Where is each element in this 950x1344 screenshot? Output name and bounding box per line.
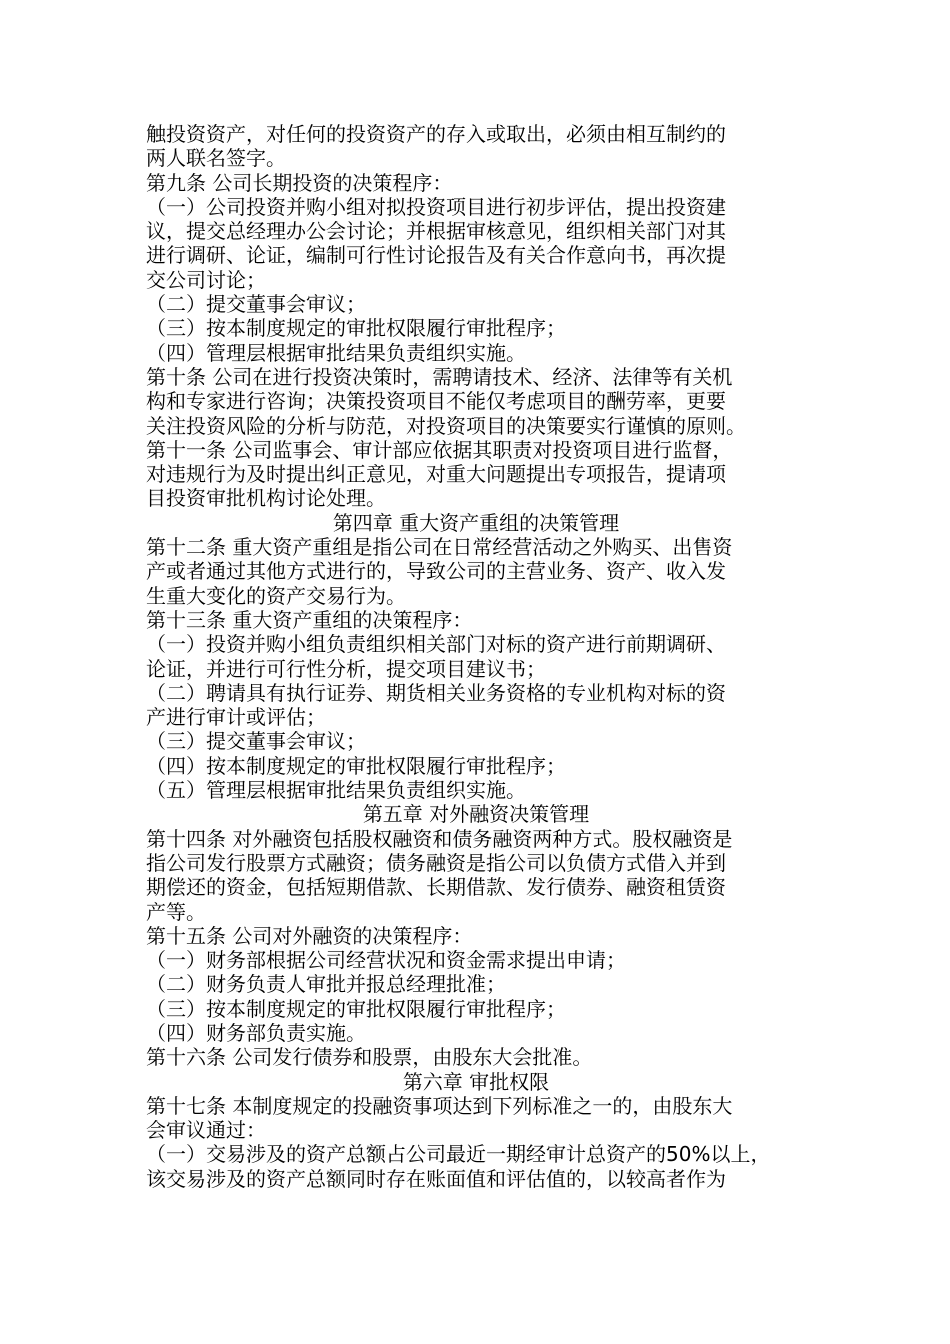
body-line: 产进行审计或评估； — [146, 705, 326, 730]
body-line: 产等。 — [146, 899, 206, 924]
body-line: （一）财务部根据公司经营状况和资金需求提出申请； — [146, 948, 626, 973]
article-17-line: 第十七条 本制度规定的投融资事项达到下列标准之一的，由股东大 — [146, 1093, 733, 1118]
body-line: 期偿还的资金，包括短期借款、长期借款、发行债券、融资租赁资 — [146, 875, 726, 900]
article-12-line: 第十二条 重大资产重组是指公司在日常经营活动之外购买、出售资 — [146, 535, 733, 560]
body-line: （一）公司投资并购小组对拟投资项目进行初步评估，提出投资建 — [146, 194, 726, 219]
body-line: 触投资资产，对任何的投资资产的存入或取出，必须由相互制约的 — [146, 122, 726, 146]
chapter-5-heading: 第五章 对外融资决策管理 — [362, 802, 590, 827]
body-line: 该交易涉及的资产总额同时存在账面值和评估值的，以较高者作为 — [146, 1166, 726, 1191]
body-line: （二）提交董事会审议； — [146, 292, 366, 317]
body-line: （三）按本制度规定的审批权限履行审批程序； — [146, 316, 566, 341]
article-13-line: 第十三条 重大资产重组的决策程序： — [146, 607, 473, 632]
body-line: 议，提交总经理办公会讨论；并根据审核意见，组织相关部门对其 — [146, 219, 726, 244]
body-line: （四）财务部负责实施。 — [146, 1020, 366, 1045]
chapter-4-heading: 第四章 重大资产重组的决策管理 — [332, 510, 620, 535]
body-line: 生重大变化的资产交易行为。 — [146, 583, 406, 608]
article-10-line: 第十条 公司在进行投资决策时，需聘请技术、经济、法律等有关机 — [146, 364, 733, 389]
body-line: 对违规行为及时提出纠正意见，对重大问题提出专项报告，提请项 — [146, 462, 726, 487]
body-line: （二）聘请具有执行证券、期货相关业务资格的专业机构对标的资 — [146, 680, 726, 705]
article-16-line: 第十六条 公司发行债券和股票，由股东大会批准。 — [146, 1045, 593, 1070]
body-line: 指公司发行股票方式融资；债务融资是指公司以负债方式借入并到 — [146, 850, 726, 875]
body-line: 两人联名签字。 — [146, 146, 286, 171]
body-line: （一）交易涉及的资产总额占公司最近一期经审计总资产的50%以上， — [146, 1142, 771, 1167]
body-line: 进行调研、论证，编制可行性讨论报告及有关合作意向书，再次提 — [146, 243, 726, 268]
body-line: （四）管理层根据审批结果负责组织实施。 — [146, 340, 526, 365]
body-line: （三）按本制度规定的审批权限履行审批程序； — [146, 996, 566, 1021]
chapter-6-heading: 第六章 审批权限 — [402, 1069, 550, 1094]
body-line: （五）管理层根据审批结果负责组织实施。 — [146, 778, 526, 803]
body-line: 交公司讨论； — [146, 267, 266, 292]
article-11-line: 第十一条 公司监事会、审计部应依据其职责对投资项目进行监督， — [146, 437, 733, 462]
body-line: 目投资审批机构讨论处理。 — [146, 486, 386, 511]
article-15-line: 第十五条 公司对外融资的决策程序： — [146, 923, 473, 948]
body-line: 论证，并进行可行性分析，提交项目建议书； — [146, 656, 546, 681]
body-line: （三）提交董事会审议； — [146, 729, 366, 754]
body-line: 关注投资风险的分析与防范，对投资项目的决策要实行谨慎的原则。 — [146, 413, 746, 438]
body-line: 产或者通过其他方式进行的，导致公司的主营业务、资产、收入发 — [146, 559, 726, 584]
document-body — [146, 122, 806, 1191]
body-line: 会审议通过： — [146, 1118, 266, 1143]
body-line: （一）投资并购小组负责组织相关部门对标的资产进行前期调研、 — [146, 632, 726, 657]
body-line: （二）财务负责人审批并报总经理批准； — [146, 972, 506, 997]
body-line: 构和专家进行咨询；决策投资项目不能仅考虑项目的酬劳率，更要 — [146, 389, 726, 414]
article-14-line: 第十四条 对外融资包括股权融资和债务融资两种方式。股权融资是 — [146, 826, 733, 851]
article-9-line: 第九条 公司长期投资的决策程序： — [146, 170, 453, 195]
body-line: （四）按本制度规定的审批权限履行审批程序； — [146, 753, 566, 778]
